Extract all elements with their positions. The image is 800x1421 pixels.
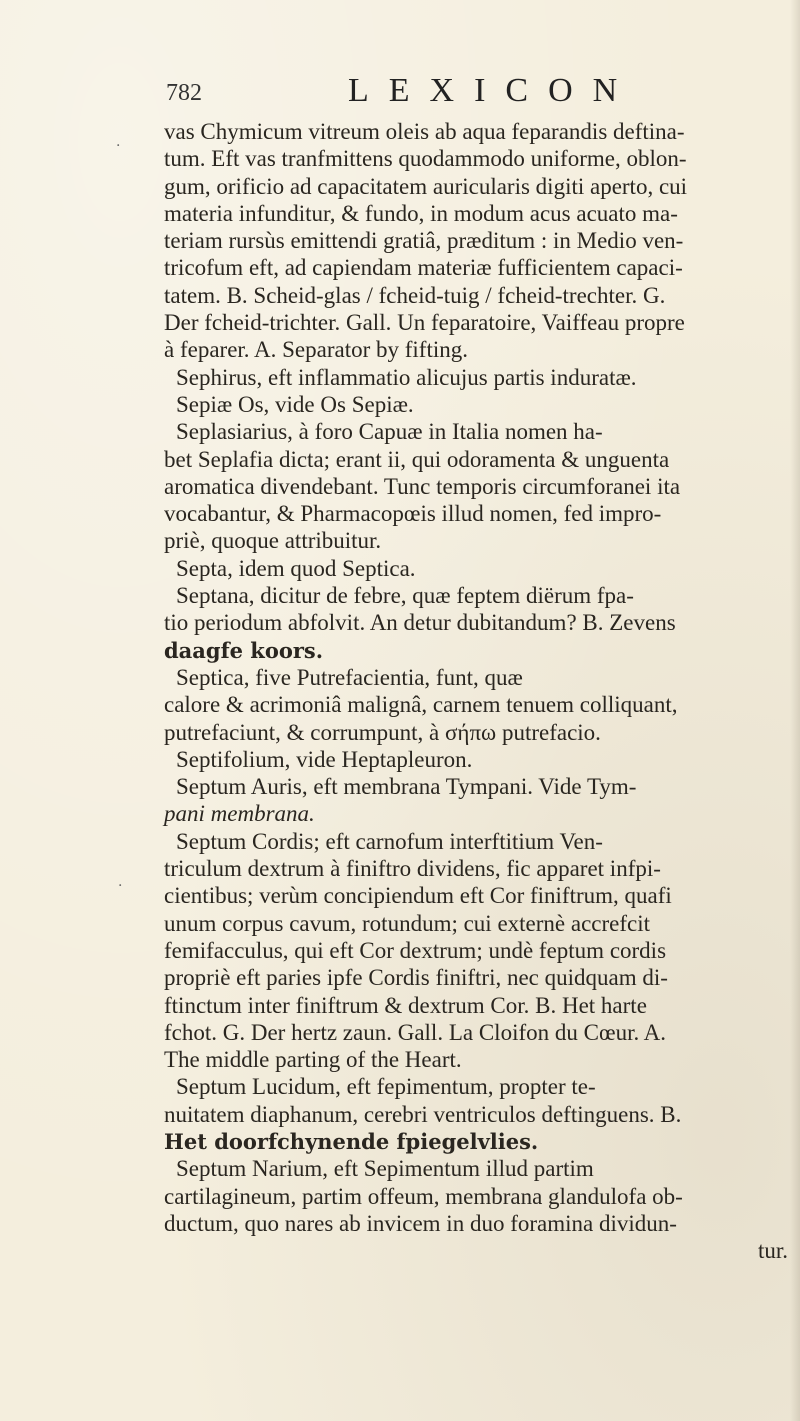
text-line: tio periodum abfolvit. An detur dubitandum? B. Zevens: [164, 610, 676, 636]
text-line: à feparer. A. Separator by fifting.: [164, 337, 468, 363]
running-head: [162, 72, 782, 116]
text-line: The middle parting of the Heart.: [164, 1047, 462, 1073]
margin-mark: ·: [116, 138, 121, 154]
text-line: Het doorfchynende fpiegelvlies.: [164, 1128, 539, 1154]
entry-septum-narium: Septum Narium, eft Sepimentum illud partim: [176, 1156, 594, 1182]
text-line: ductum, quo nares ab invicem in duo foramina dividun-: [164, 1210, 677, 1236]
page-edge-shadow: [790, 0, 800, 1421]
text-line: unum corpus cavum, rotundum; cui externè accrefcit: [164, 910, 651, 936]
text-line: gum, orificio ad capacitatem auricularis digiti aperto, cui: [164, 173, 688, 199]
text-line: propriè eft paries ipfe Cordis finiftri, nec quidquam di-: [164, 965, 668, 991]
text-line: vas Chymicum vitreum oleis ab aqua feparandis deftina-: [164, 119, 685, 144]
entry-sephirus: Sephirus, eft inflammatio alicujus partis induratæ.: [176, 364, 637, 390]
entry-septifolium: Septifolium, vide Heptapleuron.: [176, 746, 473, 772]
entry-septum-auris: Septum Auris, eft membrana Tympani. Vide Tym-: [176, 774, 637, 800]
catchword: tur.: [757, 1238, 788, 1264]
entry-seplasiarius: Seplasiarius, à foro Capuæ in Italia nomen ha-: [176, 419, 603, 445]
text-line: calore & acrimoniâ malignâ, carnem tenuem colliquant,: [164, 692, 678, 718]
text-line: tum. Eft vas tranfmittens quodammodo uniforme, oblon-: [164, 146, 687, 172]
running-title: LEXICON: [348, 72, 638, 109]
entry-septica: Septica, five Putrefacientia, funt, quæ: [176, 664, 523, 690]
text-line: femifacculus, qui eft Cor dextrum; undè feptum cordis: [164, 937, 667, 963]
margin-mark: ·: [118, 878, 123, 894]
text-line: Der fcheid-trichter. Gall. Un feparatoire, Vaiffeau propre: [164, 310, 685, 336]
text-line: fchot. G. Der hertz zaun. Gall. La Cloifon du Cœur. A.: [164, 1019, 667, 1045]
text-line: triculum dextrum à finiftro dividens, fic apparet infpi-: [164, 856, 661, 882]
text-line: bet Seplafia dicta; erant ii, qui odoramenta & unguenta: [164, 446, 670, 472]
text-line: cartilagineum, partim offeum, membrana glandulofa ob-: [164, 1183, 683, 1209]
page-number: 782: [166, 80, 202, 106]
entry-septa: Septa, idem quod Septica.: [176, 555, 416, 581]
text-line: nuitatem diaphanum, cerebri ventriculos deftinguens. B.: [164, 1101, 682, 1127]
text-line: materia infunditur, & fundo, in modum acus acuato ma-: [164, 200, 678, 226]
entry-septana: Septana, dicitur de febre, quæ feptem diërum fpa-: [176, 583, 634, 609]
entry-septum-cordis: Septum Cordis; eft carnofum interftitium Ven-: [176, 828, 603, 854]
text-line: priè, quoque attribuitur.: [164, 528, 382, 554]
text-line: tricofum eft, ad capiendam materiæ fufficientem capaci-: [164, 255, 683, 281]
text-line: daagfe koors.: [164, 637, 324, 663]
text-line: tatem. B. Scheid-glas / fcheid-tuig / fcheid-trechter. G.: [164, 282, 666, 308]
entry-septum-lucidum: Septum Lucidum, eft fepimentum, propter te-: [176, 1074, 596, 1100]
lexicon-entries: [164, 118, 794, 1264]
text-line: ftinctum inter finiftrum & dextrum Cor. B. Het harte: [164, 992, 647, 1018]
text-line: putrefaciunt, & corrumpunt, à σήπω putrefacio.: [164, 719, 601, 745]
text-line: aromatica divendebant. Tunc temporis circumforanei ita: [164, 473, 681, 499]
text-line: cientibus; verùm concipiendum eft Cor finiftrum, quafi: [164, 883, 672, 909]
text-line: pani membrana.: [164, 801, 315, 827]
entry-sepiae-os: Sepiæ Os, vide Os Sepiæ.: [176, 391, 414, 417]
text-line: vocabantur, & Pharmacopœis illud nomen, fed impro-: [164, 501, 662, 527]
text-line: teriam rursùs emittendi gratiâ, præditum : in Medio ven-: [164, 228, 684, 254]
